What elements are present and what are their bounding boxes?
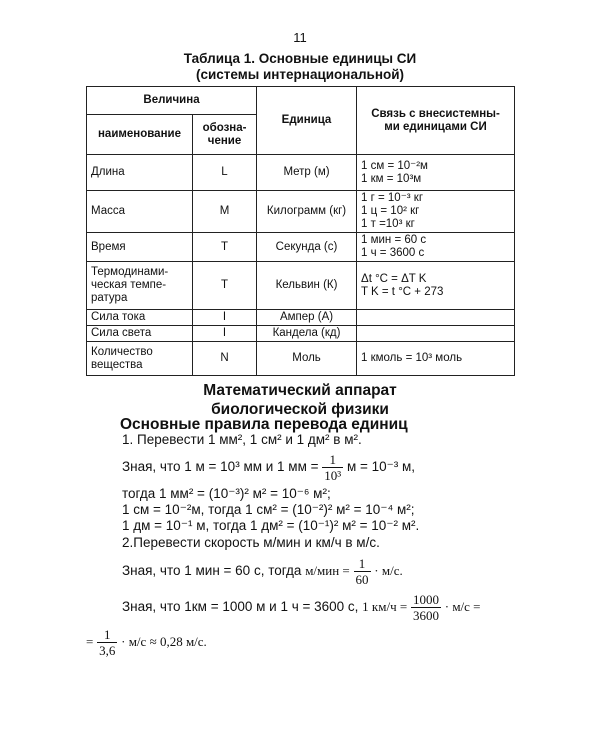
- line-mm: тогда 1 мм² = (10⁻³)² м² = 10⁻⁶ м²;: [122, 486, 331, 501]
- cell-symbol: I: [193, 310, 257, 326]
- fraction-numerator: 1: [322, 452, 343, 468]
- section-title-line1: Математический аппарат: [203, 382, 397, 399]
- relation-line: 1 км = 10³м: [361, 172, 422, 185]
- fraction-denominator: 3600: [412, 608, 439, 623]
- cell-symbol: M: [193, 191, 257, 233]
- cell-unit: Секунда (с): [257, 233, 357, 262]
- section-title-line2: биологической физики: [211, 401, 389, 418]
- cell-relation: [357, 191, 515, 233]
- relation-line: 1 см = 10⁻²м: [361, 159, 428, 172]
- si-units-table: [86, 86, 515, 376]
- task-1: 1. Перевести 1 мм², 1 см² и 1 дм² в м².: [122, 432, 362, 447]
- cell-symbol: T: [193, 233, 257, 262]
- knowing-2-lhs: м/мин =: [305, 563, 350, 579]
- knowing-3-text: Зная, что 1км = 1000 м и 1 ч = 3600 с,: [122, 599, 359, 615]
- cell-unit: Килограмм (кг): [257, 191, 357, 233]
- header-name: наименование: [87, 115, 193, 155]
- cell-quantity-name: Длина: [87, 155, 193, 191]
- table-row: [87, 155, 515, 191]
- page-number: 11: [293, 30, 307, 45]
- relation-line: 1 ц = 10² кг: [361, 205, 420, 217]
- task-2: 2.Перевести скорость м/мин и км/ч в м/с.: [122, 535, 380, 550]
- header-relation: Связь с внесистемны- ми единицами СИ: [357, 87, 515, 155]
- line-cm: 1 см = 10⁻²м, тогда 1 см² = (10⁻²)² м² = 10⁻⁴ м²;: [122, 502, 415, 517]
- cell-symbol: I: [193, 326, 257, 342]
- fraction-denominator: 10³: [324, 468, 342, 483]
- relation-line: Δt °C = ΔT K: [361, 272, 427, 285]
- result-value: · м/с ≈ 0,28 м/с.: [121, 634, 207, 650]
- table-row: [87, 310, 515, 326]
- fraction-numerator: 1000: [412, 592, 439, 607]
- cell-relation: [357, 233, 515, 262]
- fraction-1-over-3-6: [97, 627, 117, 658]
- relation-line: 1 т =10³ кг: [361, 218, 415, 230]
- cell-quantity-name: Масса: [87, 191, 193, 233]
- fraction-denominator: 3,6: [99, 643, 116, 658]
- fraction-1-over-60: [354, 556, 371, 587]
- relation-line: T K = t °C + 273: [361, 285, 444, 298]
- cell-relation: [357, 342, 515, 376]
- cell-relation: [357, 326, 515, 342]
- knowing-1-text: Зная, что 1 м = 10³ мм и 1 мм =: [122, 459, 319, 475]
- subsection-title: Основные правила перевода единиц: [120, 416, 408, 433]
- line-dm: 1 дм = 10⁻¹ м, тогда 1 дм² = (10⁻¹)² м² = 10⁻² м².: [122, 518, 420, 533]
- cell-unit: Моль: [257, 342, 357, 376]
- cell-unit: Кельвин (К): [257, 262, 357, 310]
- result-equals: =: [86, 634, 94, 650]
- relation-line: 1 г = 10⁻³ кг: [361, 192, 424, 204]
- knowing-1-result: м = 10⁻³ м,: [346, 459, 416, 475]
- table-row: [87, 326, 515, 342]
- knowing-3-lhs: 1 км/ч =: [362, 599, 408, 615]
- fraction-1-over-10-cubed: [322, 452, 343, 483]
- knowing-3-result: · м/с =: [444, 599, 481, 615]
- relation-line: 1 мин = 60 с: [361, 234, 427, 246]
- cell-unit: Ампер (А): [257, 310, 357, 326]
- cell-quantity-name: Термодинами- ческая темпе- ратура: [87, 262, 193, 310]
- cell-unit: Кандела (кд): [257, 326, 357, 342]
- fraction-denominator: 60: [355, 572, 369, 587]
- cell-symbol: N: [193, 342, 257, 376]
- table-row: [87, 262, 515, 310]
- knowing-2-text: Зная, что 1 мин = 60 с, тогда: [122, 563, 302, 579]
- table-row: [87, 191, 515, 233]
- cell-relation: [357, 310, 515, 326]
- knowing-line-1: [122, 452, 415, 483]
- cell-relation: [357, 262, 515, 310]
- cell-quantity-name: Сила света: [87, 326, 193, 342]
- fraction-1000-over-3600: [411, 592, 441, 623]
- knowing-line-3: [122, 592, 481, 623]
- cell-unit: Метр (м): [257, 155, 357, 191]
- cell-quantity-name: Сила тока: [87, 310, 193, 326]
- fraction-numerator: 1: [354, 556, 371, 572]
- relation-line: 1 кмоль = 10³ моль: [361, 352, 463, 364]
- cell-symbol: L: [193, 155, 257, 191]
- knowing-line-2: [122, 556, 403, 587]
- header-symbol: обозна- чение: [193, 115, 257, 155]
- table-subtitle: (системы интернациональной): [195, 67, 405, 82]
- cell-symbol: T: [193, 262, 257, 310]
- result-line: [86, 627, 207, 658]
- fraction-numerator: 1: [97, 627, 117, 643]
- table-row: [87, 342, 515, 376]
- cell-quantity-name: Количество вещества: [87, 342, 193, 376]
- relation-line: 1 ч = 3600 с: [361, 247, 425, 259]
- cell-quantity-name: Время: [87, 233, 193, 262]
- cell-relation: [357, 155, 515, 191]
- header-quantity: Величина: [87, 87, 257, 115]
- table-title: Таблица 1. Основные единицы СИ: [183, 51, 417, 66]
- header-unit: Единица: [257, 87, 357, 155]
- table-row: [87, 233, 515, 262]
- knowing-2-result: · м/с.: [374, 563, 403, 579]
